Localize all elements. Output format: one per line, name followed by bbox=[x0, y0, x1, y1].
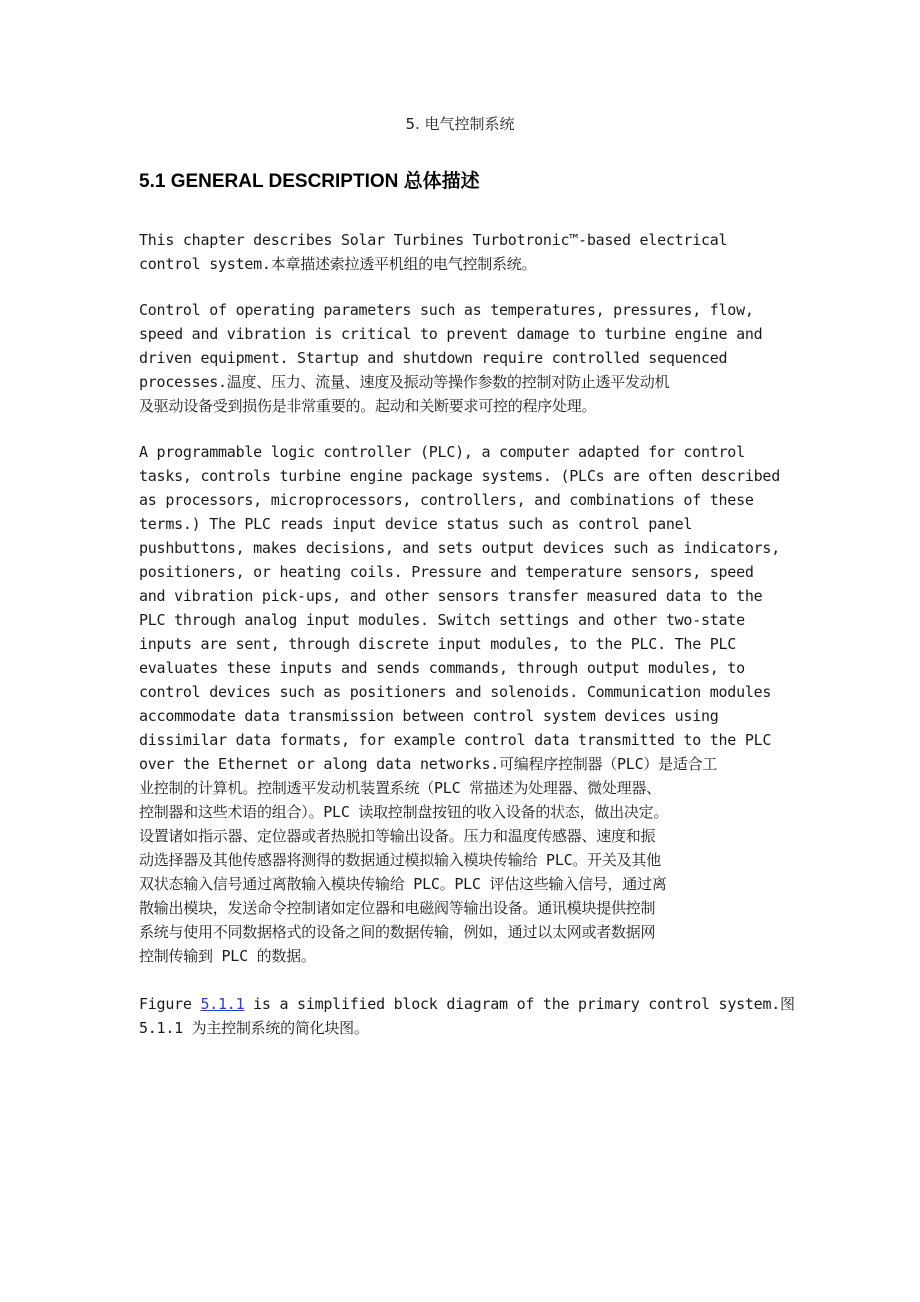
text-line: driven equipment. Startup and shutdown require controlled sequenced bbox=[139, 349, 728, 367]
figure-text-prefix: Figure bbox=[139, 995, 201, 1013]
paragraph-plc bbox=[139, 440, 789, 968]
text-line: accommodate data transmission between control system devices using bbox=[139, 707, 719, 725]
paragraph-intro bbox=[139, 228, 789, 276]
text-line: PLC through analog input modules. Switch settings and other two-state bbox=[139, 611, 745, 629]
section-heading: 5.1 GENERAL DESCRIPTION 总体描述 bbox=[139, 171, 480, 192]
text-line: 散输出模块，发送命令控制诸如定位器和电磁阀等输出设备。通讯模块提供控制 bbox=[139, 899, 656, 917]
text-line: positioners, or heating coils. Pressure and temperature sensors, speed bbox=[139, 563, 754, 581]
text-line: control devices such as positioners and solenoids. Communication modules bbox=[139, 683, 772, 701]
paragraph-operating-parameters bbox=[139, 298, 789, 418]
text-line: inputs are sent, through discrete input modules, to the PLC. The PLC bbox=[139, 635, 737, 653]
text-line: processes.温度、压力、流量、速度及振动等操作参数的控制对防止透平发动机 bbox=[139, 373, 670, 391]
text-line: 动选择器及其他传感器将测得的数据通过模拟输入模块传输给 PLC。开关及其他 bbox=[139, 851, 661, 869]
text-line: speed and vibration is critical to prevent damage to turbine engine and bbox=[139, 325, 763, 343]
text-line: 双状态输入信号通过离散输入模块传输给 PLC。PLC 评估这些输入信号，通过离 bbox=[139, 875, 667, 893]
text-line: control system.本章描述索拉透平机组的电气控制系统。 bbox=[139, 255, 537, 273]
text-line: evaluates these inputs and sends commands, through output modules, to bbox=[139, 659, 745, 677]
text-line: pushbuttons, makes decisions, and sets output devices such as indicators, bbox=[139, 539, 780, 557]
text-line: and vibration pick-ups, and other sensors transfer measured data to the bbox=[139, 587, 763, 605]
text-line: terms.) The PLC reads input device status such as control panel bbox=[139, 515, 693, 533]
text-line: dissimilar data formats, for example control data transmitted to the PLC bbox=[139, 731, 772, 749]
text-line: 设置诸如指示器、定位器或者热脱扣等输出设备。压力和温度传感器、速度和振 bbox=[139, 827, 656, 845]
text-line: This chapter describes Solar Turbines Turbotronic™-based electrical bbox=[139, 231, 728, 249]
figure-text-suffix: is a simplified block diagram of the primary control system.图 bbox=[244, 995, 795, 1013]
text-line: 及驱动设备受到损伤是非常重要的。起动和关断要求可控的程序处理。 bbox=[139, 397, 597, 415]
text-line: as processors, microprocessors, controllers, and combinations of these bbox=[139, 491, 754, 509]
text-line: 控制器和这些术语的组合）。PLC 读取控制盘按钮的收入设备的状态，做出决定。 bbox=[139, 803, 669, 821]
text-line: A programmable logic controller (PLC), a computer adapted for control bbox=[139, 443, 745, 461]
text-line: Control of operating parameters such as temperatures, pressures, flow, bbox=[139, 301, 754, 319]
text-line: over the Ethernet or along data networks.可编程序控制器（PLC）是适合工 bbox=[139, 755, 718, 773]
text-line: 5.1.1 为主控制系统的简化块图。 bbox=[139, 1019, 369, 1037]
text-line: 系统与使用不同数据格式的设备之间的数据传输，例如，通过以太网或者数据网 bbox=[139, 923, 656, 941]
paragraph-figure-reference bbox=[139, 992, 795, 1040]
text-line: 业控制的计算机。控制透平发动机装置系统（PLC 常描述为处理器、微处理器、 bbox=[139, 779, 661, 797]
chapter-title: 5. 电气控制系统 bbox=[405, 115, 515, 133]
figure-link[interactable]: 5.1.1 bbox=[200, 995, 245, 1013]
text-line bbox=[139, 992, 795, 1016]
text-line: tasks, controls turbine engine package systems. (PLCs are often described bbox=[139, 467, 780, 485]
text-line: 控制传输到 PLC 的数据。 bbox=[139, 947, 316, 965]
